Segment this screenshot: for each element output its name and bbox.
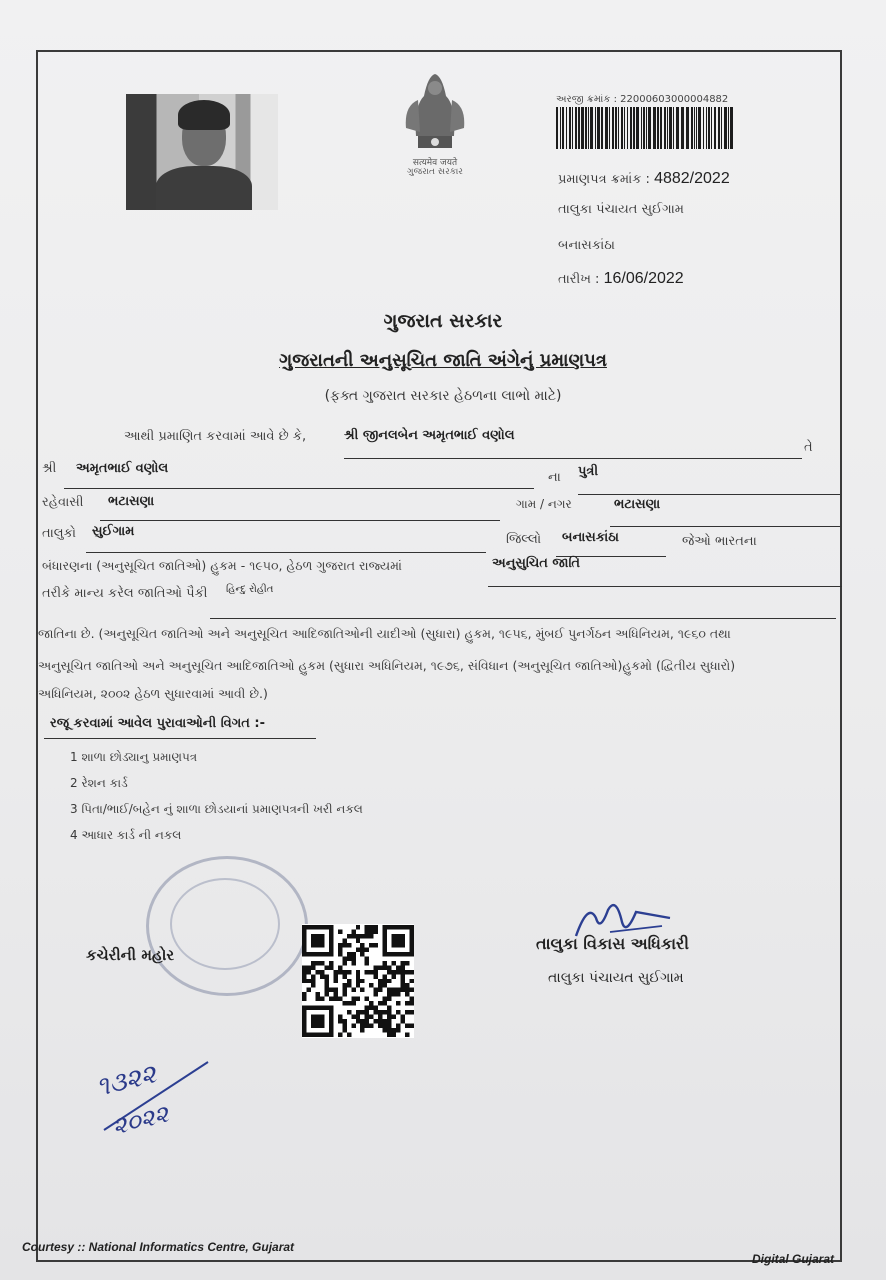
shri-label: શ્રી [42,461,57,476]
issuing-office: તાલુકા પંચાયત સુઈગામ [558,202,684,217]
qr-code [302,924,414,1038]
applicant-photo [126,94,278,210]
evidence-item: 3 પિતા/ભાઈ/બહેન નું શાળા છોડયાનાં પ્રમાણપત્રની ખરી નકલ [70,802,363,816]
application-number: અરજી ક્રમાંક : 22000603000004882 [556,94,729,105]
recognised-text: તરીકે માન્ય કરેલ જાતિઓ પૈકી [42,586,208,601]
officer-office: તાલુકા પંચાયત સુઈગામ [548,970,684,986]
evidence-item: 2 રેશન કાર્ડ [70,776,128,790]
bharat-label: જેઓ ભારતના [682,534,757,549]
office-seal-label: કચેરીની મહોર [86,946,175,964]
header-district: બનાસકાંઠા [558,238,615,253]
government-title: ગુજરાત સરકાર [383,310,503,332]
father-name: અમૃતભાઈ વણોલ [76,461,169,476]
handwritten-year: ૨૦૨૨ [109,1099,172,1141]
relation: પુત્રી [578,464,599,479]
digital-gujarat-brand: Digital Gujarat [752,1252,835,1266]
evidence-heading: રજૂ કરવામાં આવેલ પુરાવાઓની વિગત :- [50,716,265,731]
taluka-value: સુઈગામ [92,524,135,539]
taluka-label: તાલુકો [42,526,77,541]
village-value: ભટાસણા [614,497,661,512]
village-label: ગામ / નગર [516,497,572,511]
district-value: બનાસકાંઠા [562,530,619,545]
resident-label: રહેવાસી [42,495,84,510]
issue-date: તારીખ : 16/06/2022 [558,270,684,287]
para-line-1: જાતિના છે. (અનુસૂચિત જાતિઓ અને અનુસૂચિત આદિજાતિઓની યાદીઓ (સુધારા) હુકમ, ૧૯૫૬, મુંબઈ પુનર્ગઠન અધિનિયમ, ૧૯૬૦ તથા [38,626,731,641]
certificate-title: ગુજરાતની અનુસૂચિત જાતિ અંગેનું પ્રમાણપત્ર [279,350,607,371]
district-label: જિલ્લો [506,532,542,547]
order-text: બંધારણના (અનુસૂચિત જાતિઓ) હુકમ - ૧૯૫૦, હેઠળ ગુજરાત રાજ્યમાં [42,558,402,573]
officer-title: તાલુકા વિકાસ અધિકારી [536,934,689,953]
para-line-2: અનુસૂચિત જાતિઓ અને અનુસૂચિત આદિજાતિઓ હુકમ (સુધારા અધિનિયમ, ૧૯૭૬, સંવિધાન (અનુસૂચિત જાતિઓ)હુકમો (દ્વિતીય સુધારો) [38,658,736,673]
courtesy-text: Courtesy :: National Informatics Centre, Gujarat [22,1240,295,1254]
certificate-subtitle: (ફક્ત ગુજરાત સરકાર હેઠળના લાભો માટે) [324,388,562,404]
emblem-caption: ગુજરાત સરકાર [407,167,463,177]
intro-text: આથી પ્રમાણિત કરવામાં આવે છે કે, [124,429,307,444]
ashoka-emblem-icon [388,66,482,156]
barcode [556,107,738,149]
certificate-number: પ્રમાણપત્ર ક્રમાંક : 4882/2022 [558,170,730,187]
te-text: તે [804,440,813,455]
emblem-motto: सत्यमेव जयते [412,158,458,168]
para-line-3: અધિનિયમ, ૨૦૦૨ હેઠળ સુધારવામાં આવી છે.) [38,686,268,701]
handwritten-number: ૧૩૨૨ [93,1059,160,1103]
office-seal-inner [170,878,280,970]
holder-name: શ્રી જીનલબેન અમૃતભાઈ વણોલ [344,428,515,443]
evidence-item: 4 આધાર કાર્ડ ની નકલ [70,828,182,842]
resident-value: ભટાસણા [108,494,155,509]
na-text: ના [548,470,561,485]
evidence-item: 1 શાળા છોડ્યાનુ પ્રમાણપત્ર [70,750,198,764]
caste-value: હિન્દુ રોહીત [226,584,274,595]
category: અનુસુચિત જાતિ [492,556,581,571]
